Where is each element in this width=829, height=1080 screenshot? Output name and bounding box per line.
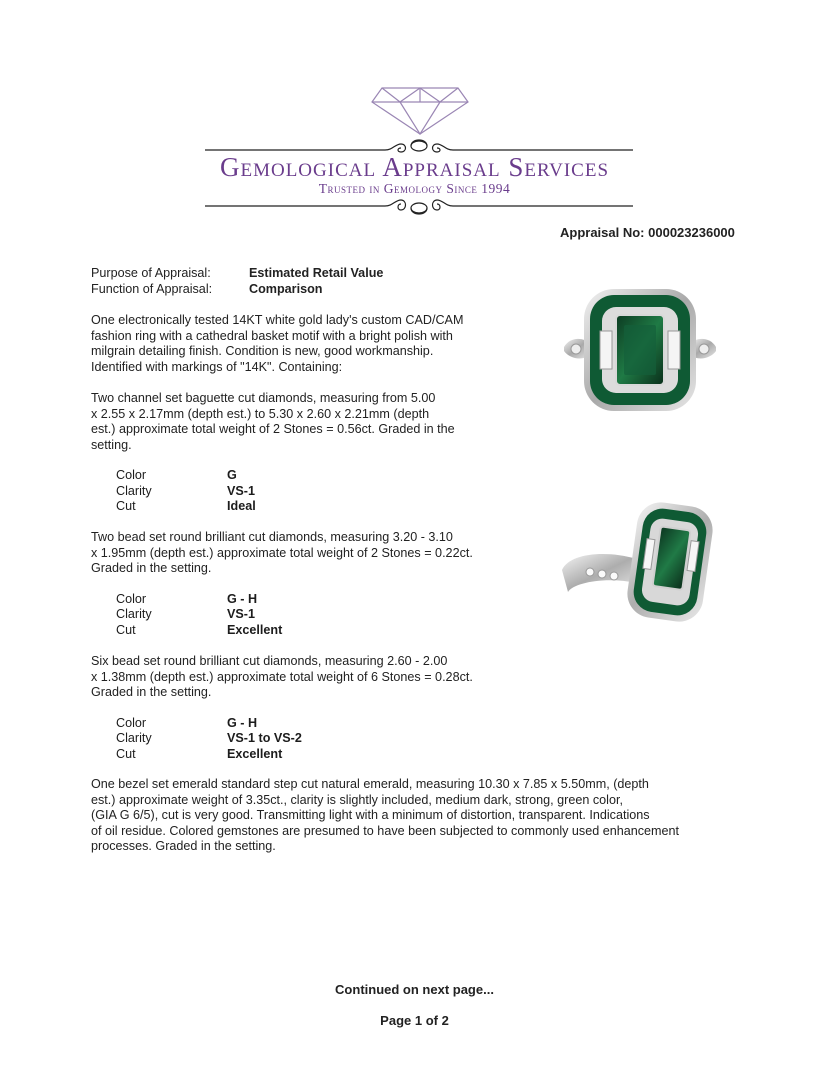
company-tagline: Trusted in Gemology Since 1994	[318, 181, 511, 196]
diamond-logo-icon	[370, 82, 470, 138]
grade-label: Cut	[116, 747, 136, 761]
grade-label: Color	[116, 592, 147, 606]
grade-label: Color	[116, 468, 147, 482]
emerald-description: One bezel set emerald standard step cut natural emerald, measuring 10.30 x 7.85 x 5.50mm, (depth est.) approximate weight of 3.35ct., clarity is slightly included, medium dark, strong, green color, (GIA G 6/5), cut is very good. Transmitting light with a minimum of distortion, transparent. Indications of oil residue. Colored gemstones are presumed to have been subjected to commonly used enhancement processes. Graded in the setting.	[91, 777, 680, 853]
grade-value: G - H	[227, 592, 258, 606]
six-diamonds-description: Six bead set round brilliant cut diamonds, measuring 2.60 - 2.00 x 1.38mm (depth est.) approximate total weight of 6 Stones = 0.28ct. Graded in the setting.	[91, 654, 473, 699]
grade-value: VS-1 to VS-2	[227, 731, 302, 745]
continued-note: Continued on next page...	[335, 982, 494, 997]
company-name: Gemological Appraisal Services	[219, 152, 610, 182]
purpose-label: Purpose of Appraisal:	[91, 266, 211, 280]
ring-angled-view-photo	[560, 500, 720, 630]
bead-set-diamonds-description: Two bead set round brilliant cut diamonds, measuring 3.20 - 3.10 x 1.95mm (depth est.) approximate total weight of 2 Stones = 0.22ct. Graded in the setting.	[91, 530, 473, 575]
function-value: Comparison	[249, 282, 323, 296]
grade-value: Ideal	[227, 499, 256, 513]
grade-value: VS-1	[227, 484, 255, 498]
bottom-divider-ornament	[205, 196, 633, 220]
grade-value: G	[227, 468, 237, 482]
grade-label: Cut	[116, 623, 136, 637]
grade-label: Color	[116, 716, 147, 730]
grade-label: Clarity	[116, 484, 152, 498]
grade-value: Excellent	[227, 747, 283, 761]
grade-label: Clarity	[116, 607, 152, 621]
ring-description: One electronically tested 14KT white gold lady's custom CAD/CAM fashion ring with a cathedral basket motif with a bright polish with milgrain detailing finish. Condition is new, good workmanship. Identified with markings of "14K". Containing:	[91, 313, 464, 374]
purpose-value: Estimated Retail Value	[249, 266, 384, 280]
page-number: Page 1 of 2	[380, 1013, 449, 1028]
grade-value: G - H	[227, 716, 258, 730]
ring-top-view-photo	[560, 285, 720, 415]
appraisal-number: Appraisal No: 000023236000	[560, 225, 735, 240]
grade-value: VS-1	[227, 607, 255, 621]
grade-label: Cut	[116, 499, 136, 513]
grade-label: Clarity	[116, 731, 152, 745]
function-label: Function of Appraisal:	[91, 282, 213, 296]
baguette-diamonds-description: Two channel set baguette cut diamonds, measuring from 5.00 x 2.55 x 2.17mm (depth est.) to 5.30 x 2.60 x 2.21mm (depth est.) approximate total weight of 2 Stones = 0.56ct. Graded in the setting.	[91, 391, 455, 452]
grade-value: Excellent	[227, 623, 283, 637]
